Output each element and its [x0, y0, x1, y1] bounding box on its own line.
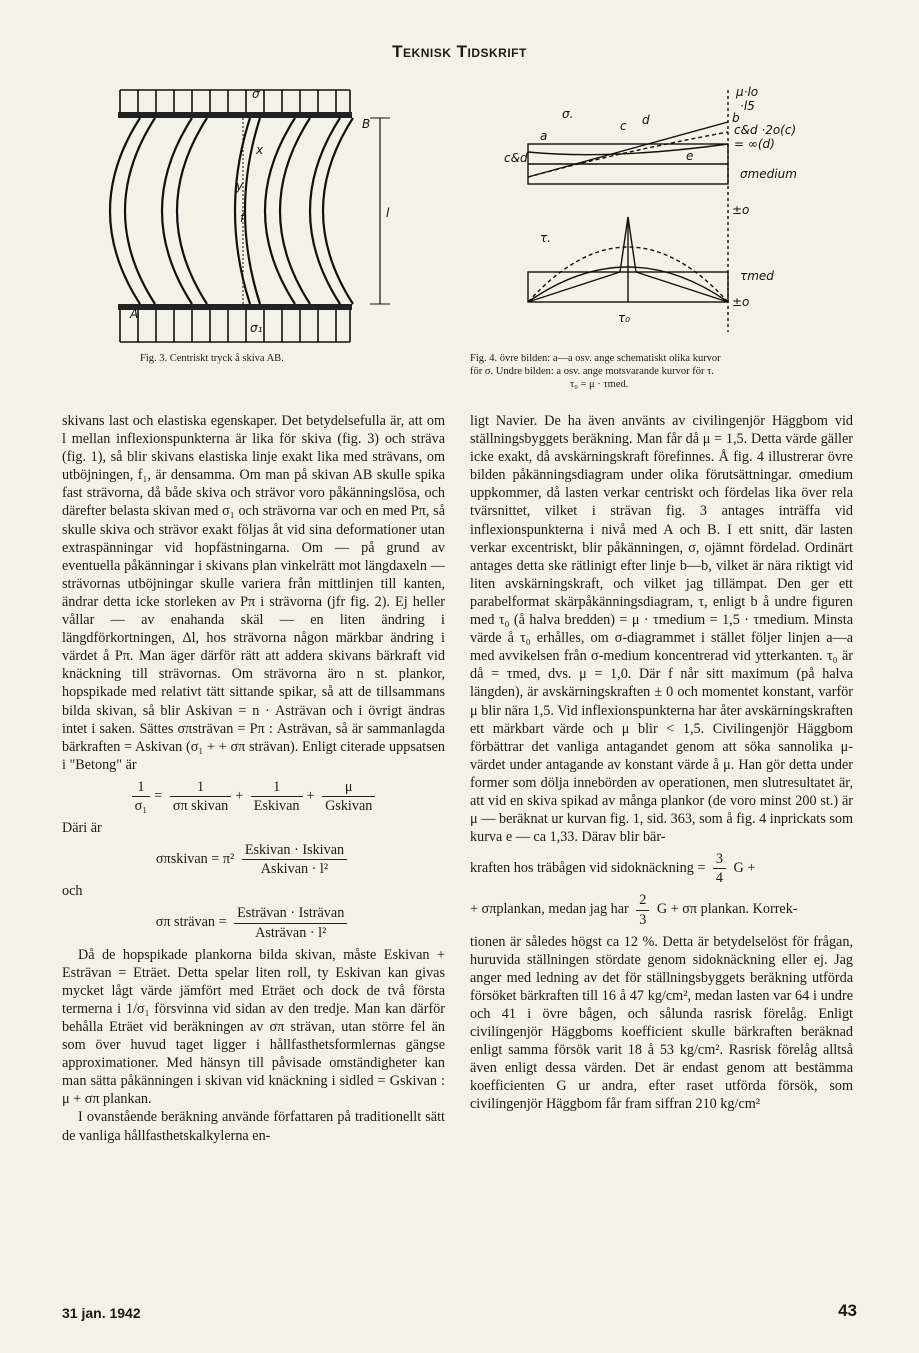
fig4-tmed-label: τmed: [740, 269, 774, 283]
fig3-f-label: f: [240, 211, 245, 225]
figure-3-diagram: [100, 82, 410, 352]
eq1-lhs-num: 1: [132, 778, 151, 797]
fig4-t0-label: τ₀: [618, 311, 631, 325]
och-label: och: [62, 883, 83, 900]
fig3-y-label: y: [236, 179, 244, 193]
eq1-t3-num: μ: [322, 778, 375, 797]
eq1-t1-num: 1: [170, 778, 231, 797]
col2-p2b-after: G + σπ plankan. Korrek-: [656, 901, 798, 918]
col2-paragraph-3: tionen är således högst ca 12 %. Detta är betydelselöst för frågan, huruvida ställningen stördate genom sidoknäckning eller ej. Jag anger med ledning av det för ställningsbyggets beräkning utförda försöket bärkraften till 16 å 47 kg/cm², medan lasten var 64 i undre och 41 i övre bågen, och sålunda rasrisk förelåg. Enligt civilingenjör Häggboms koefficient skulle bärkraften beräknad enligt samma försök varit 18 å 53 kg/cm². Rasrisk förelåg alltså även enligt dessa värden. Det är endast genom att bestämma koefficienten G ur andra, efter raset utförda försök, som civilingenjör Häggbom får fram siffran 210 kg/cm²: [470, 933, 853, 1113]
footer-page-number: 43: [838, 1301, 857, 1320]
text-column-left: [62, 412, 445, 1145]
fig4-smed-label: σmedium: [740, 167, 797, 181]
equation-2: [62, 841, 445, 878]
col2-formula-line-2: [470, 891, 853, 928]
fig4-tau-label: τ.: [540, 231, 552, 245]
figure-4-diagram: [500, 82, 860, 342]
fig4-d-label: d: [642, 113, 650, 127]
eq3-den: Asträvan · l²: [255, 924, 327, 941]
eq1-t1-den: σπ skivan: [172, 797, 229, 814]
fig3-l-label: l: [386, 206, 390, 220]
fig4-inf-label: = ∞(d): [734, 137, 775, 151]
fig3-sigma-label: σ: [252, 87, 260, 101]
eq3-num: Esträvan · Isträvan: [234, 904, 347, 923]
eq1-t3-den: Gskivan: [325, 797, 373, 814]
col2-paragraph-1: ligt Navier. De ha även använts av civilingenjör Häggbom vid ställningsbyggets beräkning. Man får då μ = 1,5. Detta värde gäller icke exakt, då avskärningskraft förefinnes. Å fig. 4 illustrerar övre bilden påkänningsdiagram under olika förutsättningar. σmedium uppkommer, då lasten verkar centriskt och fördelas lika över rela tvärsnittet, vilket i strävan fig. 3 antages inträffa vid inflexionspunkterna i nivå med A och B. I ett snitt, där lasten verkar excentriskt, blir påkänningen, σ, ojämnt fördelad. Ordinärt antages detta ske rätlinigt efter linje b—b, vilket är nära riktigt vid liten avskärningskraft, och vilket jag tillämpat. Den ger ett parabelformat skärpåkänningsdiagram, τ, enligt b å undre figuren med τ₀ (å halva bredden) = μ · τmedium = 1,5 · τmedium. Minsta värde å τ₀ erhålles, om σ-diagrammet i stället följer linjen a—a med avvikelsen från σ-medium koncentrerad vid ytterkanten. τ₀ är då = τmed, dvs. μ = 1,0. Där f når sitt maximum (på halva längden), är avskärningskraften ± 0 och momentet konstant, varför μ blir nära 1,5. Vid inflexionspunkterna har åter avskärningskraften ett märkbart värde och μ blir < 1,5. Civilingenjör Häggbom förbättrar det vanliga antagandet genom att söka sannolika μ-värdet under antagande av konstant värde å μ. Han gör detta under former som dölja innebörden av operationen, men slutresultatet är, att vid en skiva spikad av många plankor (de voro minst 200 st.) är μ — beräknat ur kurvan fig. 1, sid. 363, som å fig. 4 inprickats som kurva e — ca 1,33. Därav blir bär-: [470, 413, 853, 846]
eq1-lhs-den: σ₁: [134, 797, 148, 814]
figure-4-caption-line-1: Fig. 4. övre bilden: a—a osv. ange schematiskt olika kurvor: [470, 353, 721, 364]
col1-paragraph-1: skivans last och elastiska egenskaper. Det betydelsefulla är, att om l mellan inflexionspunkterna är lika för skiva (fig. 3) och sträva (fig. 1), så blir skivans elastiska linje exakt lika med strävans, om utböjningen, f₁, är densamma. Om man på skivan AB skulle spika fast strävorna, då både skiva och strävor voro påkänningslösa, och därefter belasta skivan med σ₁ och strävorna var och en med Pπ, så skulle skiva och strävor exakt följas åt vid sina deformationer utan extraspänningar vid hopfästningarna. Om — på grund av eventuella påkänningar i skivans plan vinkelrätt mot längdaxeln — strävornas utböjningar skulle variera från mittlinjen till kanten, ändrar detta icke storleken av Pπ i strävorna (jfr fig. 2). Ej heller vållar — av enahanda skäl — en liten ändring i längdförkortningen, Δl, hos strävorna någon märkbar ändring i värdet å Pπ. Man äger därför rätt att addera skivans bärkraft vid knäckning till strävornas. Om strävorna äro n st. plankor, hopspikade med relativt tätt sittande spikar, så att de tillsammans bilda skivan, så blir Askivan = n · Asträvan och i övrigt ändras intet i saken. Sättes σπsträvan = Pπ : Asträvan, så är sammanlagda bärkraften = Askivan (σ₁ + + σπ strävan). Enligt citerade uppsatsen i "Betong" är: [62, 413, 445, 773]
col2-frac2-num: 2: [636, 891, 649, 910]
eq2-lhs: σπskivan = π²: [155, 851, 235, 868]
page-header: Teknisk Tidskrift: [392, 42, 527, 61]
fig4-a-label: a: [540, 129, 548, 143]
fig4-ced-label: c&d: [504, 151, 528, 165]
footer-date: 31 jan. 1942: [62, 1305, 141, 1321]
fig4-zero2-label: ±o: [732, 295, 750, 309]
equation-1: $\frac{1}{\text{σ₁}}$ = $\frac{1}{\text{σπ skivan}}$ + $\frac{1}{\text{Eskivan}}$ + $\frac{\mu}{\text{Gskivan}}$: [62, 778, 445, 815]
col2-p2-after: G +: [733, 860, 756, 877]
eq2-den: Askivan · l²: [260, 861, 329, 878]
fig3-a-label: A: [130, 307, 139, 321]
fig4-sigma-label: σ.: [562, 107, 574, 121]
eq1-t2-num: 1: [251, 778, 303, 797]
col2-frac1-num: 3: [713, 850, 726, 869]
dari-label: Däri är: [62, 820, 102, 837]
col1-paragraph-2: Då de hopspikade plankorna bilda skivan, måste Eskivan + Esträvan = Eträet. Detta spelar liten roll, ty Eskivan kan givas mycket lågt värde jämfört med Eträet och dock de två första termerna i 1/σ₁ försvinna vid sidan av den tredje. Man kan därför behålla Eträet vid beräkningen av σπ strävan, utan större fel än som över huvud taget ligger i hållfasthetsformlernas gängse approximationer. Med hänsyn till påvisade omständigheter kan man sätta påkänningen i skivan vid knäckning i sidled = Gskivan : μ + σπ plankan.: [62, 946, 445, 1108]
fig4-e-label: e: [686, 149, 694, 163]
figure-4-caption-line-2: för σ. Undre bilden: a osv. ange motsvarande kurvor för τ.: [470, 366, 714, 377]
col2-formula-line-1: [470, 850, 853, 887]
eq3-lhs: σπ strävan =: [155, 914, 227, 931]
fig4-ced-val-label: c&d ·2o(c): [734, 123, 797, 137]
fig4-zero-label: ±o: [732, 203, 750, 217]
text-column-right: [470, 412, 853, 1114]
fig4-mu-label: μ·lo: [736, 85, 759, 99]
figure-4-caption: [470, 352, 860, 391]
figure-3-caption: Fig. 3. Centriskt tryck å skiva AB.: [140, 353, 284, 364]
eq2-num: Eskivan · Iskivan: [242, 841, 347, 860]
eq1-t2-den: Eskivan: [253, 797, 300, 814]
col2-frac1-den: 4: [715, 870, 723, 887]
fig3-sigma1-label: σ₁: [250, 321, 263, 335]
col2-p2a: kraften hos träbågen vid sidoknäckning =: [470, 860, 706, 877]
figure-4-caption-line-3: τ₀ = μ · τmed.: [570, 379, 629, 390]
fig4-l5-label: ·l5: [740, 99, 755, 113]
col2-p2b: + σπplankan, medan jag har: [470, 901, 629, 918]
col2-frac2-den: 3: [639, 911, 647, 928]
equation-3: [62, 904, 445, 941]
fig4-c-label: c: [620, 119, 627, 133]
fig3-b-label: B: [362, 117, 371, 131]
col1-paragraph-3: I ovanstående beräkning använde författaren på traditionellt sätt de vanliga hållfasthetskalkylerna en-: [62, 1109, 445, 1144]
fig4-b-label: b: [732, 111, 740, 125]
fig3-x-label: x: [256, 143, 264, 157]
